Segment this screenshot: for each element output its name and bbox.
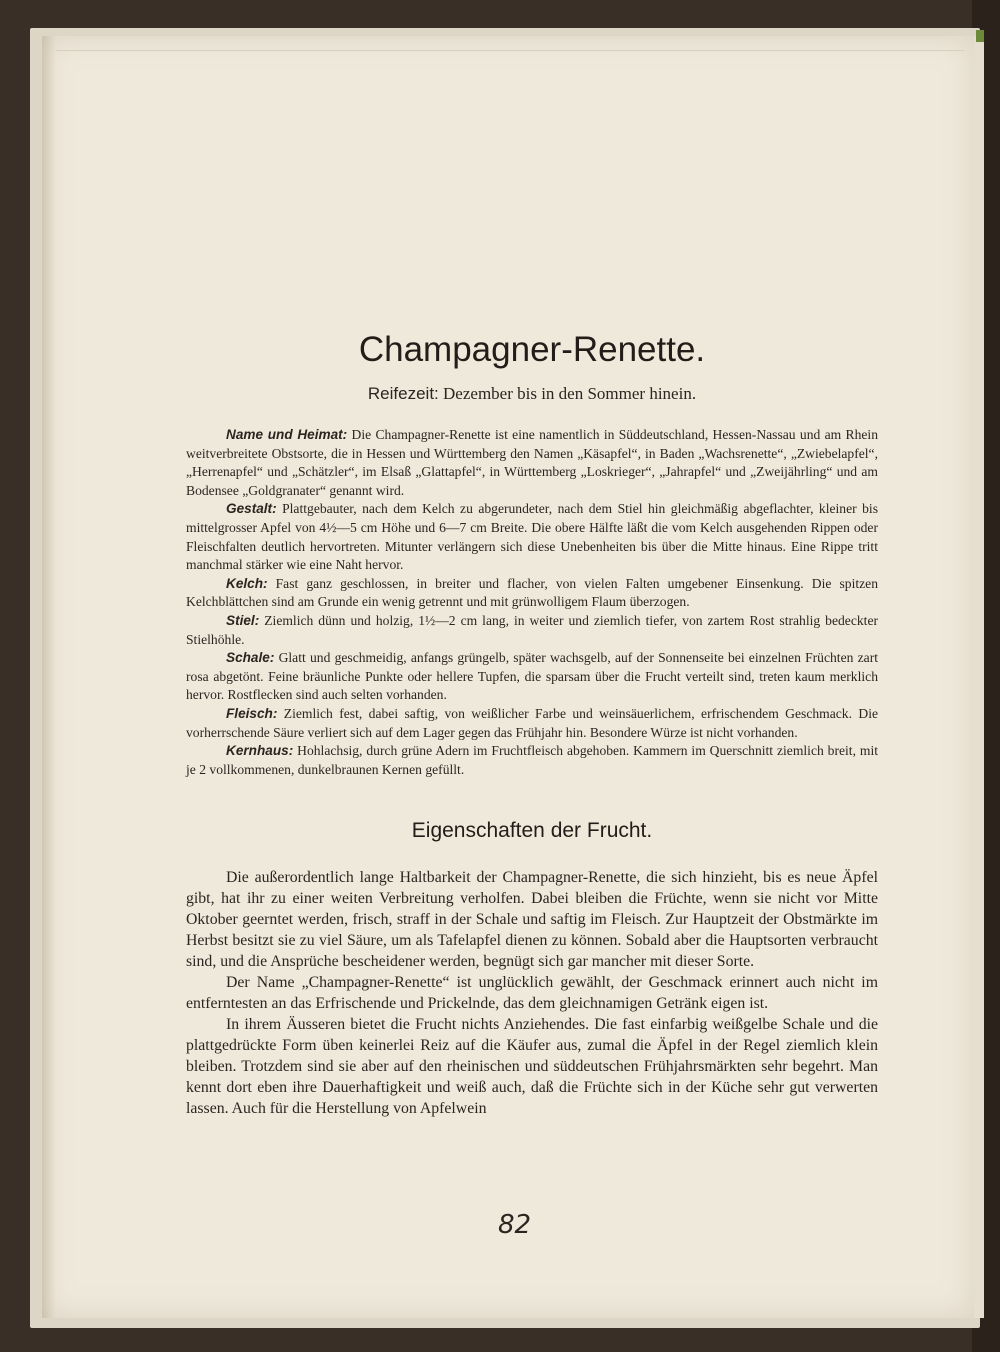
- description-text: Die Champagner-Renette ist eine namentlich in Süddeutschland, Hessen-Nassau und am Rhein weitverbreitete Obstsorte, die in Hessen und Württemberg den Namen „Käsapfel“, in Baden „Wachsrenette“, „Zwiebelapfel“, „Herrenapfel“ und „Schätzler“, im Elsaß „Glattapfel“, in Württemberg „Loskrieger“, „Jahrapfel“ und „Zweijährling“ und am Bodensee „Goldgranater“ genannt wird.: [186, 427, 879, 498]
- description-kernhaus: [186, 742, 878, 779]
- section-title: Eigenschaften der Frucht.: [411, 819, 653, 843]
- description-schale: [186, 649, 878, 705]
- page-gutter-shade: [42, 36, 56, 1318]
- description-text: Ziemlich fest, dabei saftig, von weißlicher Farbe und weinsäuerlichem, erfrischendem Geschmack. Die vorherrschende Säure verliert sich auf dem Lager gegen das Frühjahr hin. Besondere Würze ist nicht vorhanden.: [186, 705, 879, 740]
- description-gestalt: [186, 500, 878, 574]
- page-number: 82: [498, 1210, 532, 1240]
- body-text: [186, 867, 878, 1119]
- description-text: Fast ganz geschlossen, in breiter und flacher, von vielen Falten umgebener Einsenkung. Die spitzen Kelchblättchen sind am Grunde ein wenig getrennt und mit grünwolligem Flaum überzogen.: [186, 575, 878, 610]
- description-text: Plattgebauter, nach dem Kelch zu abgerundeter, nach dem Stiel hin gleichmäßig abgeflachter, kleiner bis mittelgrosser Apfel von 4½—5 cm Höhe und 6—7 cm Breite. Die obere Hälfte läßt die vom Kelch ausgehenden Rippen oder Fleischfalten deutlich hervortreten. Mitunter verlängern sich diese Unebenheiten bis über die Mitte hinaus. Eine Rippe tritt manchmal stärker wie eine Naht hervor.: [186, 501, 878, 573]
- description-label: Stiel:: [226, 612, 260, 628]
- description-label: Schale:: [226, 650, 275, 666]
- body-paragraph: Der Name „Champagner-Renette“ ist unglücklich gewählt, der Geschmack erinnert auch nicht im entferntesten an das Erfrischende und Prickelnde, das dem gleichnamigen Getränk eigen ist.: [186, 974, 878, 1013]
- page-marker-tab: [976, 30, 984, 42]
- description-block: [186, 426, 878, 779]
- description-text: Ziemlich dünn und holzig, 1½—2 cm lang, in weiter und ziemlich tiefer, von zartem Rost strahlig bedeckter Stielhöhle.: [186, 612, 879, 647]
- description-label: Kernhaus:: [226, 743, 294, 759]
- description-fleisch: [186, 705, 878, 742]
- page-top-fold: [56, 50, 964, 51]
- description-label: Fleisch:: [226, 705, 278, 721]
- description-text: Glatt und geschmeidig, anfangs grüngelb, später wachsgelb, auf der Sonnenseite bei einzelnen Früchten zart rosa abgetönt. Feine bräunliche Punkte oder hellere Tupfen, die sparsam über die Frucht verteilt sind, treten kaum merklich hervor. Rostflecken sind auch selten vorhanden.: [186, 650, 878, 703]
- description-label: Kelch:: [226, 575, 268, 591]
- description-text: Hohlachsig, durch grüne Adern im Fruchtfleisch abgehoben. Kammern im Querschnitt ziemlich breit, mit je 2 vollkommenen, dunkelbraunen Kernen gefüllt.: [186, 743, 878, 777]
- body-paragraph: In ihrem Äusseren bietet die Frucht nichts Anziehendes. Die fast einfarbig weißgelbe Schale und die plattgedrückte Form üben keinerlei Reiz auf die Käufer aus, zumal die Äpfel in der Regel ziemlich klein bleiben. Trotzdem sind sie aber auf den rheinischen und süddeutschen Frühjahrsmärkten sehr begehrt. Man kennt dort eben ihre Dauerhaftigkeit und weiß auch, daß die Früchte sich in der Küche sehr gut verwerten lassen. Auch für die Herstellung von Apfelwein: [186, 1016, 878, 1118]
- reifezeit-line: [186, 384, 878, 404]
- page-content: [186, 330, 878, 1119]
- reifezeit-label: Reifezeit:: [367, 384, 439, 403]
- description-kelch: [186, 575, 878, 612]
- page-title: Champagner-Renette.: [358, 330, 706, 369]
- reifezeit-text: Dezember bis in den Sommer hinein.: [443, 384, 697, 403]
- next-page-edge: [974, 36, 984, 1318]
- description-stiel: [186, 612, 878, 649]
- description-name-heimat: [186, 426, 878, 500]
- description-label: Name und Heimat:: [226, 427, 348, 442]
- body-paragraph: Die außerordentlich lange Haltbarkeit der Champagner-Renette, die sich hinzieht, bis es neue Äpfel gibt, hat ihr zu einer weiten Verbreitung verholfen. Dabei bleiben die Früchte, wenn sie nicht vor Mitte Oktober geerntet werden, frisch, straff in der Schale und saftig im Fleisch. Zur Hauptzeit der Obstmärkte im Herbst besitzt sie zu viel Säure, um als Tafelapfel dienen zu können. Sobald aber die Hauptsorten verbraucht sind, und die Ansprüche bescheidener werden, begnügt sich gar mancher mit dieser Sorte.: [186, 869, 878, 971]
- description-label: Gestalt:: [226, 501, 277, 517]
